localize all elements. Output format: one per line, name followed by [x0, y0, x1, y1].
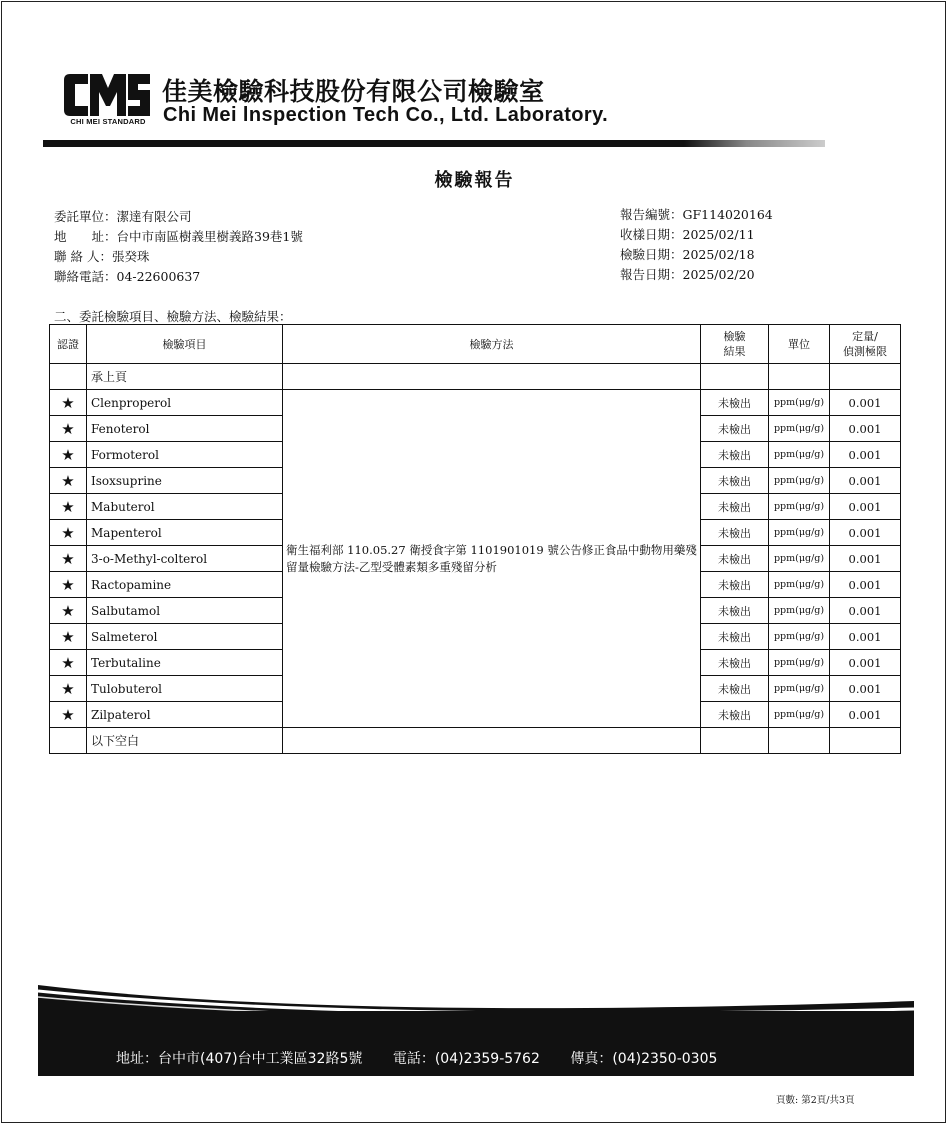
- report-title: 檢驗報告: [434, 170, 515, 191]
- cert-star-icon: ★: [50, 494, 87, 520]
- report-date: 報告日期：2025/02/20: [620, 267, 755, 282]
- cert-star-icon: ★: [50, 702, 87, 728]
- client-phone: 聯絡電話：04-22600637: [54, 269, 201, 284]
- test-item: Zilpaterol: [87, 702, 283, 728]
- test-item: Fenoterol: [87, 416, 283, 442]
- section-title: 二、委託檢驗項目、檢驗方法、檢驗結果：: [54, 309, 292, 324]
- test-limit: 0.001: [830, 624, 901, 650]
- cert-star-icon: ★: [50, 546, 87, 572]
- cert-star-icon: ★: [50, 650, 87, 676]
- test-item: Mapenterol: [87, 520, 283, 546]
- test-result: 未檢出: [701, 390, 769, 416]
- test-unit: ppm(μg/g): [769, 702, 830, 728]
- test-date: 檢驗日期：2025/02/18: [620, 247, 755, 262]
- test-result: 未檢出: [701, 572, 769, 598]
- test-result: 未檢出: [701, 494, 769, 520]
- logo-subtitle: CHI MEI STANDARD: [70, 117, 146, 126]
- footer-address: 地址：台中市(407)台中工業區32路5號: [116, 1051, 363, 1067]
- test-item: Salbutamol: [87, 598, 283, 624]
- received-date: 收樣日期：2025/02/11: [620, 227, 755, 242]
- test-limit: 0.001: [830, 572, 901, 598]
- continued-row: [50, 364, 901, 390]
- client-contact: 聯 絡 人：張癸珠: [54, 249, 150, 264]
- footer-phone: 電話：(04)2359-5762: [392, 1051, 540, 1067]
- test-result: 未檢出: [701, 442, 769, 468]
- test-result: 未檢出: [701, 598, 769, 624]
- test-unit: ppm(μg/g): [769, 546, 830, 572]
- test-result: 未檢出: [701, 416, 769, 442]
- header-cert: 認證: [50, 325, 87, 364]
- header-result-line1: 檢驗: [723, 330, 746, 343]
- test-result: 未檢出: [701, 676, 769, 702]
- header-rule: [43, 140, 825, 147]
- test-item: Clenproperol: [87, 390, 283, 416]
- client-unit: 委託單位：潔達有限公司: [54, 209, 192, 224]
- test-limit: 0.001: [830, 494, 901, 520]
- table-row: [50, 390, 901, 416]
- cert-star-icon: ★: [50, 520, 87, 546]
- footer-fax: 傳真：(04)2350-0305: [570, 1051, 718, 1067]
- cert-star-icon: ★: [50, 416, 87, 442]
- cert-star-icon: ★: [50, 468, 87, 494]
- test-limit: 0.001: [830, 546, 901, 572]
- cert-star-icon: ★: [50, 390, 87, 416]
- page-number: 頁數: 第2頁/共3頁: [776, 1095, 855, 1106]
- cert-star-icon: ★: [50, 598, 87, 624]
- test-item: 3-o-Methyl-colterol: [87, 546, 283, 572]
- test-result: 未檢出: [701, 520, 769, 546]
- company-logo: [62, 72, 152, 118]
- test-unit: ppm(μg/g): [769, 442, 830, 468]
- test-unit: ppm(μg/g): [769, 416, 830, 442]
- test-limit: 0.001: [830, 468, 901, 494]
- cert-star-icon: ★: [50, 624, 87, 650]
- test-item: Formoterol: [87, 442, 283, 468]
- header-item: 檢驗項目: [87, 325, 283, 364]
- test-unit: ppm(μg/g): [769, 676, 830, 702]
- footer-contact: [116, 1048, 743, 1068]
- test-result: 未檢出: [701, 624, 769, 650]
- test-result: 未檢出: [701, 546, 769, 572]
- test-unit: ppm(μg/g): [769, 468, 830, 494]
- test-unit: ppm(μg/g): [769, 598, 830, 624]
- report-number: 報告編號：GF114020164: [620, 207, 773, 222]
- test-unit: ppm(μg/g): [769, 520, 830, 546]
- test-item: Isoxsuprine: [87, 468, 283, 494]
- end-note: 以下空白: [87, 728, 283, 754]
- test-item: Salmeterol: [87, 624, 283, 650]
- header-method: 檢驗方法: [283, 325, 701, 364]
- test-unit: ppm(μg/g): [769, 650, 830, 676]
- continued-label: 承上頁: [87, 364, 283, 390]
- test-unit: ppm(μg/g): [769, 494, 830, 520]
- test-limit: 0.001: [830, 442, 901, 468]
- end-row: [50, 728, 901, 754]
- header-limit: [830, 325, 901, 364]
- header-unit: 單位: [769, 325, 830, 364]
- cert-star-icon: ★: [50, 442, 87, 468]
- cert-star-icon: ★: [50, 572, 87, 598]
- test-limit: 0.001: [830, 676, 901, 702]
- cert-star-icon: ★: [50, 676, 87, 702]
- company-name-en: Chi Mei lnspection Tech Co., Ltd. Laboratory.: [163, 104, 609, 126]
- report-info: [620, 205, 773, 285]
- test-limit: 0.001: [830, 650, 901, 676]
- test-item: Tulobuterol: [87, 676, 283, 702]
- table-header-row: [50, 325, 901, 364]
- header-result-line2: 結果: [723, 345, 746, 358]
- test-method: 衛生福利部 110.05.27 衛授食字第 1101901019 號公告修正食品中動物用藥殘留量檢驗方法-乙型受體素類多重殘留分析: [283, 390, 701, 728]
- results-table: [49, 324, 901, 754]
- test-limit: 0.001: [830, 598, 901, 624]
- company-name-zh: 佳美檢驗科技股份有限公司檢驗室: [162, 77, 545, 106]
- test-limit: 0.001: [830, 390, 901, 416]
- test-result: 未檢出: [701, 468, 769, 494]
- test-limit: 0.001: [830, 520, 901, 546]
- client-info: [54, 207, 303, 287]
- test-item: Mabuterol: [87, 494, 283, 520]
- test-limit: 0.001: [830, 416, 901, 442]
- test-item: Terbutaline: [87, 650, 283, 676]
- test-result: 未檢出: [701, 702, 769, 728]
- client-address: 地 址：台中市南區樹義里樹義路39巷1號: [54, 229, 303, 244]
- header-limit-line1: 定量/: [852, 330, 878, 343]
- header-result: [701, 325, 769, 364]
- test-result: 未檢出: [701, 650, 769, 676]
- test-unit: ppm(μg/g): [769, 624, 830, 650]
- test-unit: ppm(μg/g): [769, 572, 830, 598]
- header-limit-line2: 偵測極限: [843, 345, 887, 358]
- test-limit: 0.001: [830, 702, 901, 728]
- test-item: Ractopamine: [87, 572, 283, 598]
- test-unit: ppm(μg/g): [769, 390, 830, 416]
